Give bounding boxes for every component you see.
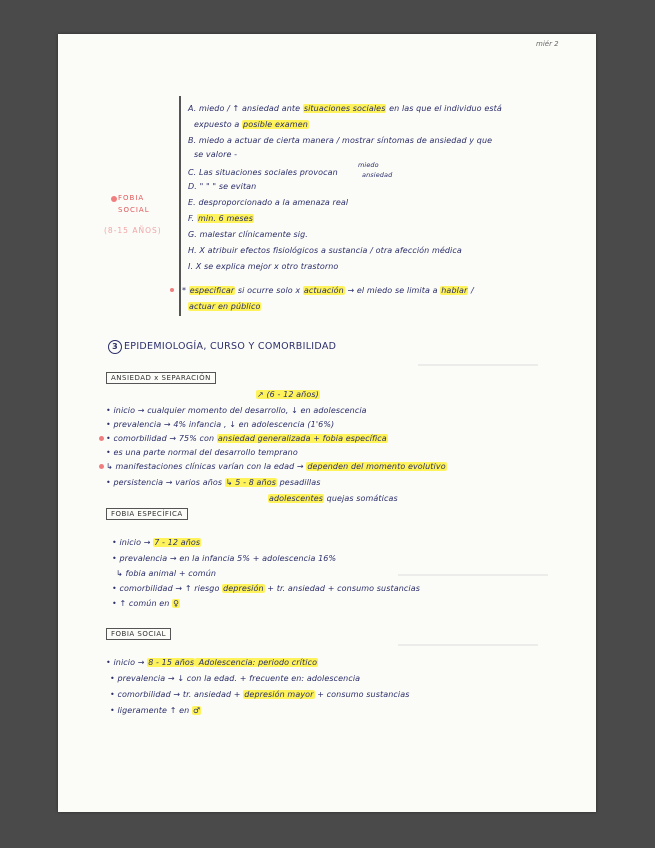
specifier-line: * especificar si ocurre solo x actuación → el miedo se limita a hablar / xyxy=(182,286,474,295)
specific-line: ↳ fobia animal + común xyxy=(116,569,217,578)
criteria-label-line: SOCIAL xyxy=(118,206,150,214)
separation-highlight: dependen del momento evolutivo xyxy=(307,462,446,471)
criterion-line xyxy=(188,230,308,239)
bullet-dot xyxy=(99,436,104,441)
criteria-age: (8-15 AÑOS) xyxy=(104,226,162,235)
show-through-mark xyxy=(398,644,538,646)
criteria-label-line: FOBIA xyxy=(118,194,145,202)
separation-line: • comorbilidad → 75% con ansiedad generalizada + fobia específica xyxy=(106,434,387,443)
criterion-highlight: posible examen xyxy=(243,120,308,129)
show-through-mark xyxy=(398,574,548,576)
criterion-highlight: min. 6 meses xyxy=(197,214,253,223)
bullet-dot xyxy=(99,464,104,469)
separation-line: • persistencia → varios años ↳ 5 - 8 años pesadillas xyxy=(106,478,321,487)
specific-box: FOBIA ESPECÍFICA xyxy=(106,508,188,520)
criterion-text: X atribuir efectos fisiológicos a sustancia / otra afección médica xyxy=(199,246,462,255)
criterion-line xyxy=(188,104,502,113)
criterion-line xyxy=(188,214,254,223)
specific-line: • inicio → 7 - 12 años xyxy=(112,538,201,547)
separation-age-note: ↗ (6 - 12 años) xyxy=(257,390,319,399)
criterion-text: desproporcionado a la amenaza real xyxy=(198,198,349,207)
criterion-text: " " " se evitan xyxy=(199,182,257,191)
criterion-code: E. xyxy=(188,198,196,207)
criterion-code: B. xyxy=(188,136,197,145)
specifier-highlight: actuación xyxy=(303,286,344,295)
criterion-text: se valore - xyxy=(194,150,238,159)
separation-line: ↳ manifestaciones clínicas varían con la edad → dependen del momento evolutivo xyxy=(106,462,446,471)
social-line: • prevalencia → ↓ con la edad. + frecuente en: adolescencia xyxy=(110,674,361,683)
separation-highlight: adolescentes xyxy=(269,494,324,503)
specifier-highlight: especificar xyxy=(189,286,235,295)
criterion-text: Las situaciones sociales provocan xyxy=(199,168,338,177)
specific-line: • prevalencia → en la infancia 5% + adolescencia 16% xyxy=(112,554,337,563)
specifier-highlight: actuar en público xyxy=(189,302,261,311)
criterion-text: expuesto a xyxy=(194,120,243,129)
criterion-line xyxy=(188,262,338,271)
criterion-line xyxy=(188,136,492,145)
criterion-line xyxy=(194,120,309,129)
criterion-c-note: ansiedad xyxy=(362,171,393,179)
criterion-code: I. xyxy=(188,262,194,271)
separation-highlight: ansiedad generalizada + fobia específica xyxy=(217,434,387,443)
criteria-bracket xyxy=(179,96,181,316)
social-box: FOBIA SOCIAL xyxy=(106,628,171,640)
criterion-text: miedo a actuar de cierta manera / mostrar síntomas de ansiedad y que xyxy=(198,136,493,145)
page-number: miér 2 xyxy=(536,40,559,48)
section-number: 3 xyxy=(108,340,122,354)
criterion-line xyxy=(188,198,348,207)
notebook-page xyxy=(58,34,596,812)
section-title: 3 EPIDEMIOLOGÍA, CURSO Y COMORBILIDAD xyxy=(108,340,336,354)
criterion-line xyxy=(188,168,338,177)
criterion-line xyxy=(188,182,256,191)
criterion-text: en las que el individuo está xyxy=(386,104,502,113)
separation-highlight: ↳ 5 - 8 años xyxy=(225,478,276,487)
specific-highlight: ♀ xyxy=(173,599,180,608)
criterion-text: malestar clínicamente sig. xyxy=(199,230,308,239)
social-highlight: 8 - 15 años xyxy=(148,658,195,667)
show-through-mark xyxy=(418,364,538,366)
bullet-dot xyxy=(111,196,117,202)
criterion-code: G. xyxy=(188,230,197,239)
criterion-code: F. xyxy=(188,214,195,223)
separation-box: ANSIEDAD x SEPARACIÓN xyxy=(106,372,216,384)
specific-line: • comorbilidad → ↑ riesgo depresión + tr. ansiedad + consumo sustancias xyxy=(112,584,420,593)
separation-line: • prevalencia → 4% infancia , ↓ en adolescencia (1'6%) xyxy=(106,420,335,429)
separation-line: • inicio → cualquier momento del desarrollo, ↓ en adolescencia xyxy=(106,406,367,415)
criterion-c-note: miedo xyxy=(358,161,379,169)
social-line: • inicio → 8 - 15 años Adolescencia: periodo crítico xyxy=(106,658,318,667)
criterion-highlight: situaciones sociales xyxy=(303,104,386,113)
criterion-line xyxy=(188,246,462,255)
specifier-highlight: hablar xyxy=(441,286,468,295)
specific-line: • ↑ común en ♀ xyxy=(112,599,180,608)
criterion-text: miedo / ↑ ansiedad ante xyxy=(199,104,303,113)
criterion-code: A. xyxy=(188,104,197,113)
specific-highlight: depresión xyxy=(223,584,264,593)
social-highlight: ♂ xyxy=(192,706,201,715)
social-line: • ligeramente ↑ en ♂ xyxy=(110,706,201,715)
social-line: • comorbilidad → tr. ansiedad + depresión mayor + consumo sustancias xyxy=(110,690,410,699)
separation-line: • es una parte normal del desarrollo temprano xyxy=(106,448,298,457)
criterion-code: D. xyxy=(188,182,197,191)
specific-highlight: 7 - 12 años xyxy=(154,538,201,547)
criterion-code: H. xyxy=(188,246,197,255)
criterion-line xyxy=(194,150,237,159)
separation-line: adolescentes quejas somáticas xyxy=(269,494,398,503)
criterion-text: X se explica mejor x otro trastorno xyxy=(195,262,339,271)
bullet-dot xyxy=(170,288,174,292)
criterion-code: C. xyxy=(188,168,197,177)
specifier-line xyxy=(188,302,261,311)
social-highlight: depresión mayor xyxy=(244,690,314,699)
